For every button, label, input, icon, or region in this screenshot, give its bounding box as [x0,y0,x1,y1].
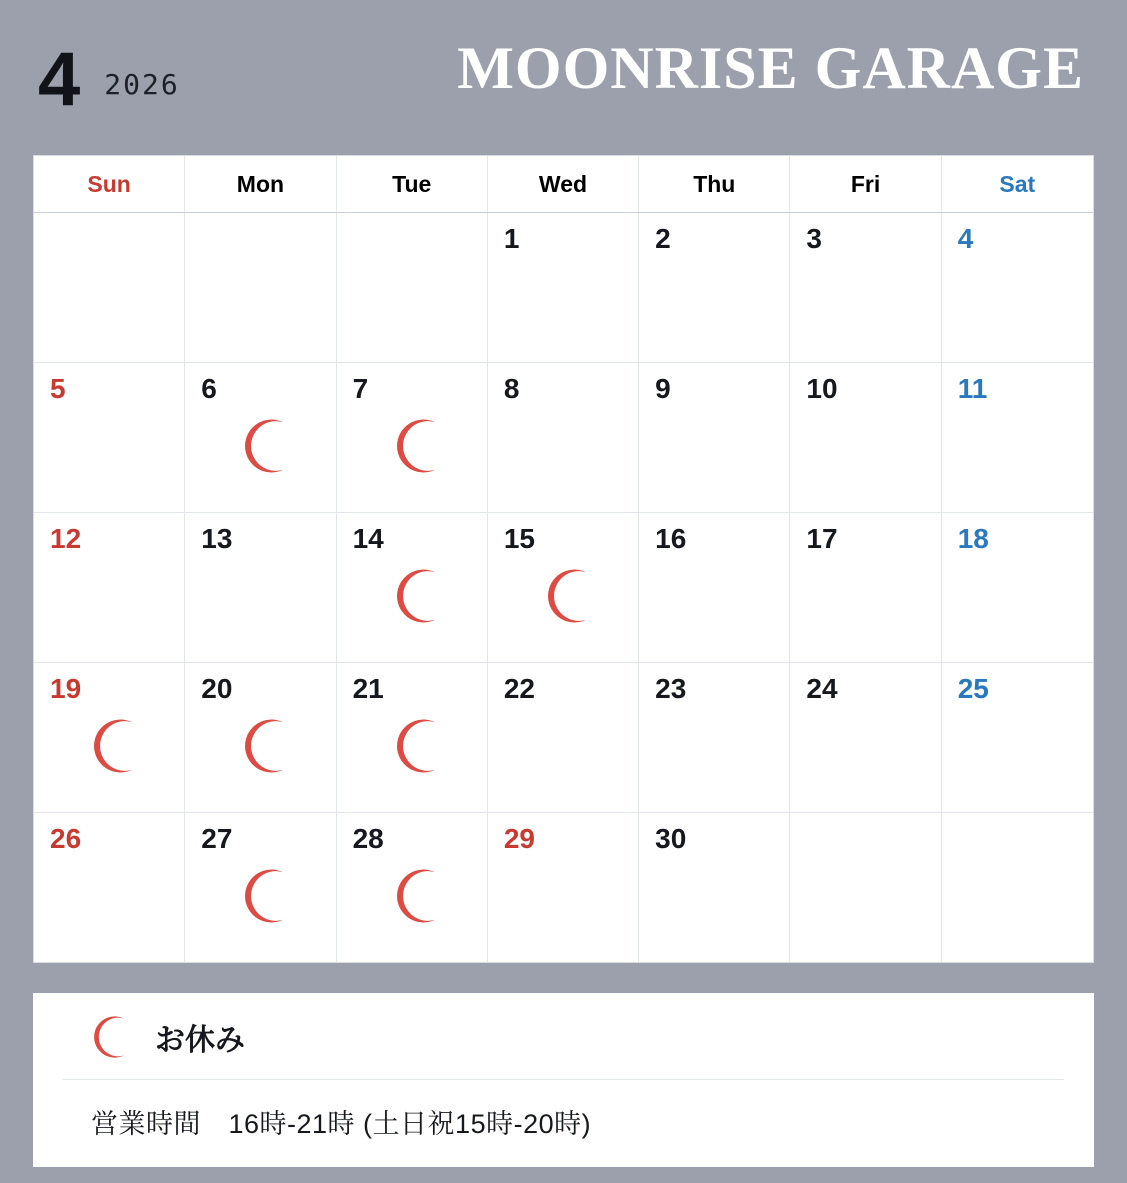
day-number: 15 [503,523,535,554]
calendar-day-cell[interactable] [790,213,941,362]
year-label: 2026 [104,68,180,101]
day-number: 23 [655,673,687,704]
crescent-moon-icon [393,569,447,623]
day-number: 16 [655,523,687,554]
calendar-grid [33,155,1094,963]
legend-row [63,1015,1064,1080]
calendar-day-cell[interactable] [488,663,639,812]
calendar-empty-cell [185,213,336,362]
day-number: 29 [503,823,535,854]
weekday-header-fri: Fri [790,156,941,212]
weekday-header-sun: Sun [34,156,185,212]
calendar-day-cell[interactable] [34,663,185,812]
brand-title: MOONRISE GARAGE [457,35,1084,101]
calendar-day-cell[interactable] [790,513,941,662]
day-number: 3 [806,223,822,254]
day-number: 27 [201,823,233,854]
calendar-day-cell[interactable] [942,213,1093,362]
calendar-day-cell[interactable] [185,363,336,512]
day-number: 7 [352,373,369,404]
calendar-day-cell[interactable] [488,213,639,362]
weekday-header-mon: Mon [185,156,336,212]
day-number: 14 [352,523,384,554]
day-number: 8 [503,373,520,404]
calendar-empty-cell [34,213,185,362]
calendar-day-cell[interactable] [34,813,185,962]
month-number: 4 [38,37,79,122]
crescent-moon-icon [544,569,598,623]
day-number: 9 [655,373,671,404]
day-number: 20 [201,673,233,704]
calendar-week-row [34,813,1093,962]
calendar-header-row [34,156,1093,213]
calendar-week-row [34,363,1093,513]
crescent-moon-icon [393,869,447,923]
day-number: 4 [957,223,974,254]
day-number: 2 [655,223,671,254]
crescent-moon-icon [241,419,295,473]
calendar-day-cell[interactable] [790,663,941,812]
calendar-week-row [34,663,1093,813]
calendar-day-cell[interactable] [488,513,639,662]
calendar-day-cell[interactable] [639,663,790,812]
day-number: 28 [352,823,384,854]
crescent-moon-icon [91,1016,133,1058]
calendar-day-cell[interactable] [639,513,790,662]
weekday-header-tue: Tue [337,156,488,212]
crescent-moon-icon [393,419,447,473]
day-number: 18 [957,523,989,554]
calendar-body [34,213,1093,962]
weekday-header-sat: Sat [999,170,1036,197]
calendar-week-row [34,513,1093,663]
calendar-day-cell[interactable] [639,813,790,962]
calendar-day-cell[interactable] [488,363,639,512]
crescent-moon-icon [393,719,447,773]
calendar-day-cell[interactable] [337,363,488,512]
day-number: 25 [957,673,989,704]
calendar-day-cell[interactable] [942,663,1093,812]
calendar-day-cell[interactable] [185,663,336,812]
day-number: 26 [50,823,82,854]
calendar-day-cell[interactable] [337,813,488,962]
notes-panel [33,993,1094,1167]
crescent-moon-icon [90,719,144,773]
calendar-empty-cell [942,813,1093,962]
day-number: 17 [806,523,838,554]
calendar-day-cell[interactable] [942,363,1093,512]
calendar-day-cell[interactable] [639,213,790,362]
weekday-header-wed: Wed [488,156,639,212]
calendar-day-cell[interactable] [942,513,1093,662]
calendar-day-cell[interactable] [488,813,639,962]
business-hours-text: 営業時間 16時-21時 (土日祝15時-20時) [91,1109,592,1139]
page-header [33,0,1094,155]
day-number: 12 [50,523,82,554]
calendar-day-cell[interactable] [185,513,336,662]
day-number: 10 [806,373,838,404]
calendar-day-cell[interactable] [790,363,941,512]
crescent-moon-icon [241,719,295,773]
calendar-week-row [34,213,1093,363]
day-number: 1 [503,223,520,254]
day-number: 5 [50,373,66,404]
day-number: 6 [201,373,217,404]
calendar-empty-cell [790,813,941,962]
day-number: 21 [352,673,384,704]
day-number: 11 [957,373,988,404]
day-number: 19 [50,673,82,704]
calendar-empty-cell [337,213,488,362]
weekday-header-thu: Thu [639,156,790,212]
calendar-day-cell[interactable] [34,513,185,662]
crescent-moon-icon [241,869,295,923]
calendar-day-cell[interactable] [34,363,185,512]
legend-label: お休み [155,1024,245,1057]
calendar-day-cell[interactable] [337,513,488,662]
calendar-day-cell[interactable] [185,813,336,962]
day-number: 30 [655,823,687,854]
calendar-day-cell[interactable] [337,663,488,812]
day-number: 24 [806,673,838,704]
day-number: 13 [201,523,233,554]
calendar-day-cell[interactable] [639,363,790,512]
day-number: 22 [503,673,535,704]
